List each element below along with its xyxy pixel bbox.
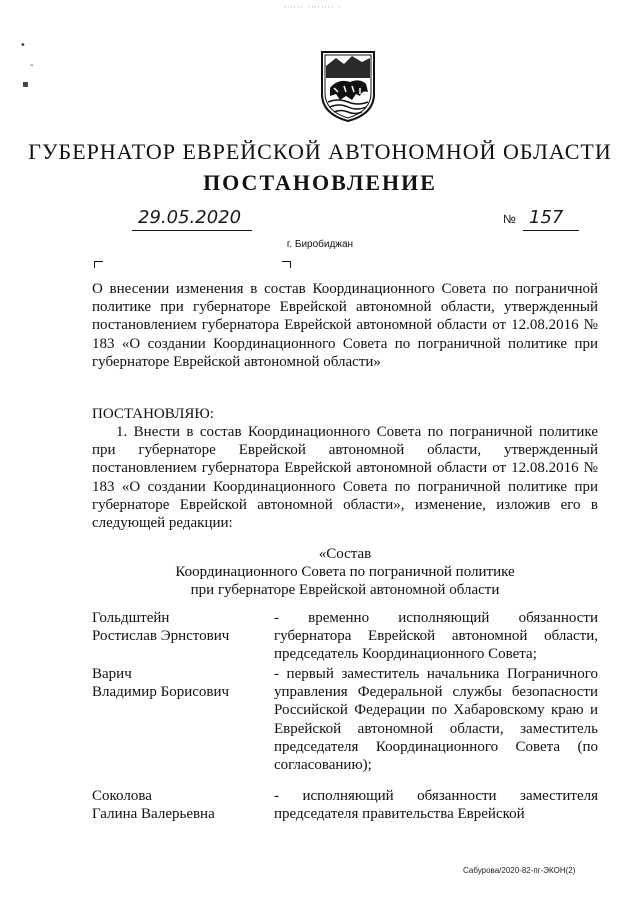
member-role: - исполняющий обязанности заместителя председателя правительства Еврейской [274, 788, 598, 823]
clause-1: 1. Внести в состав Координационного Совета по пограничной политике при губернаторе Еврейской автономной области, утвержденный постановлением губернатора Еврейской автономной области от 12.08.2016 № 183 «О создании Координационного Совета по пограничной политике при губернаторе Еврейской автономной области», изменение, изложив его в следующей редакции: [92, 424, 598, 532]
member-name: Варич Владимир Борисович [92, 666, 230, 701]
member-role: - первый заместитель начальника Пограничного управления Федеральной службы безопасности Российской Федерации по Хабаровскому краю и Еврейской автономной области, заместитель председателя Координационного Совета (по согласованию); [274, 666, 598, 774]
document-subject: О внесении изменения в состав Координационного Совета по пограничной политике при губернаторе Еврейской автономной области, утвержденный постановлением губернатора Еврейской автономной области от 12.08.2016 № 183 «О создании Координационного Совета по пограничной политике при губернаторе Еврейской автономной области» [92, 281, 598, 370]
number-sign: № [503, 212, 516, 226]
member-role: - временно исполняющий обязанности губернатора Еврейской автономной области, председатель Координационного Совета; [274, 610, 598, 663]
footer-code: Сабурова/2020-82-пг-ЭКОН(2) [463, 866, 576, 875]
number-value: 157 [529, 207, 564, 228]
margin-mark: - [30, 60, 34, 71]
city: г. Биробиджан [286, 239, 354, 250]
member-name: Гольдштейн Ростислав Эрнстович [92, 610, 230, 645]
subject-bracket-left [94, 261, 103, 268]
document-type: ПОСТАНОВЛЕНИЕ [203, 170, 437, 195]
decree-word: ПОСТАНОВЛЯЮ: [92, 406, 214, 422]
top-scan-marks: ꞏ·ꞏ··ꞏ ·ꞏꞏ··ꞏ·ꞏ · [284, 4, 342, 11]
composition-title: «Состав Координационного Совета по пограничной политике при губернаторе Еврейской автономной области [175, 546, 515, 599]
coat-of-arms-icon [316, 48, 380, 124]
document-date [132, 206, 252, 231]
margin-mark: • [20, 40, 26, 51]
document-number [503, 206, 589, 230]
date-value: 29.05.2020 [138, 207, 242, 228]
margin-mark: ▪ [22, 79, 29, 90]
governor-title: ГУБЕРНАТОР ЕВРЕЙСКОЙ АВТОНОМНОЙ ОБЛАСТИ [28, 139, 612, 164]
subject-bracket-right [282, 261, 291, 268]
member-name: Соколова Галина Валерьевна [92, 788, 215, 823]
